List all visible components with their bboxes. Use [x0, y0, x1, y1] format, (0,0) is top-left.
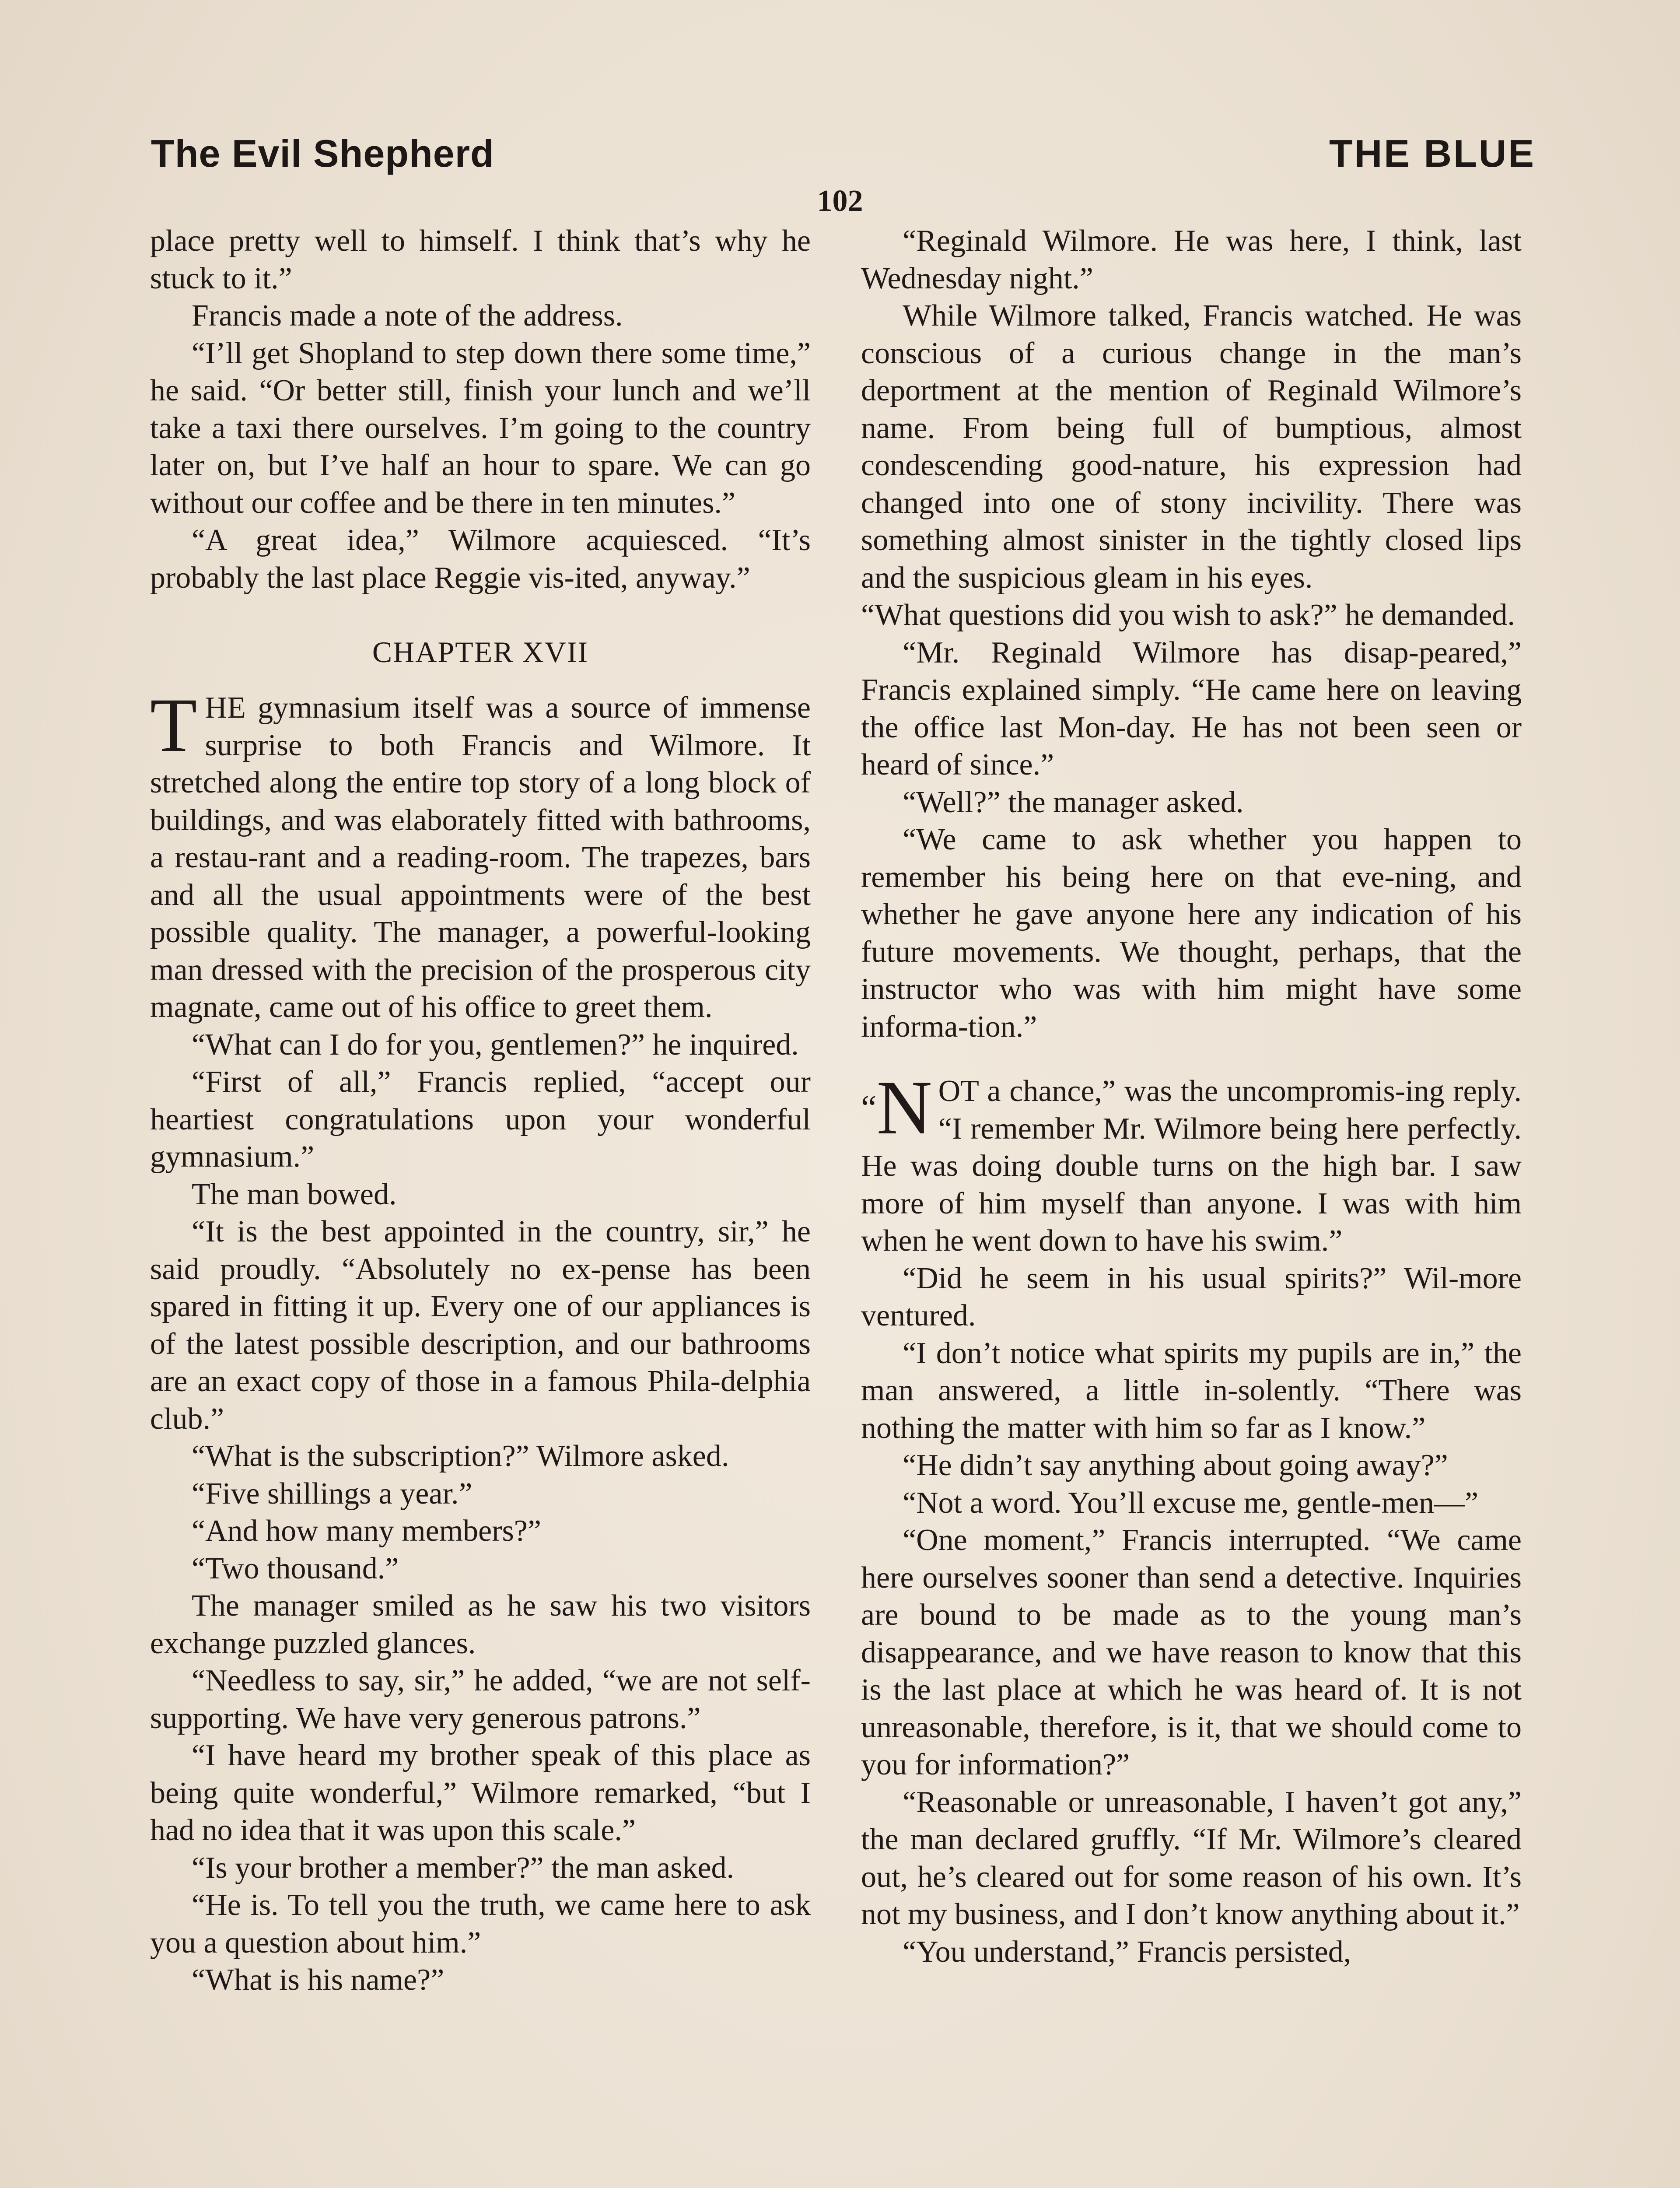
- paragraph: “He is. To tell you the truth, we came here to ask you a question about him.”: [150, 1888, 811, 1960]
- paragraph: “Mr. Reginald Wilmore has disap-peared,” Francis explained simply. “He came here on leaving the office last Mon-day. He has not been seen or heard of since.”: [861, 635, 1522, 782]
- paragraph: The manager smiled as he saw his two visitors exchange puzzled glances.: [150, 1589, 811, 1660]
- running-title-right: THE BLUE: [1329, 132, 1536, 175]
- paragraph-text: HE gymnasium itself was a source of immense surprise to both Francis and Wilmore. It stretched along the entire top story of a long block of buildings, and was elaborately fitted with bathrooms, a restau-rant and a reading-room. The trapezes, bars and all the usual appointments were of the best possible quality. The manager, a powerful-looking man dressed with the precision of the prosperous city magnate, came out of his office to greet them.: [150, 691, 811, 1024]
- chapter-opening-paragraph: [150, 683, 811, 1026]
- paragraph: “It is the best appointed in the country, sir,” he said proudly. “Absolutely no ex-pense has been spared in fitting it up. Every one of our appliances is of the latest possible description, and our bathrooms are an exact copy of those in a famous Phila-delphia club.”: [150, 1215, 811, 1436]
- paragraph: “What questions did you wish to ask?” he demanded.: [861, 598, 1515, 632]
- paragraph: The man bowed.: [192, 1177, 397, 1211]
- paragraph: “I don’t notice what spirits my pupils are in,” the man answered, a little in-solently. “There was nothing the matter with him so far as I know.”: [861, 1336, 1522, 1445]
- paragraph: “You understand,” Francis persisted,: [903, 1935, 1351, 1969]
- page-number: 102: [817, 184, 863, 218]
- paragraph: “Reasonable or unreasonable, I haven’t got any,” the man declared gruffly. “If Mr. Wilmore’s cleared out, he’s cleared out for some reason of his own. It’s not my business, and I don’t know anything about it.”: [861, 1785, 1522, 1931]
- paragraph: “What is his name?”: [192, 1963, 444, 1997]
- paragraph: “And how many members?”: [192, 1514, 541, 1548]
- paragraph-text: OT a chance,” was the uncompromis-ing reply. “I remember Mr. Wilmore being here perfectly. He was doing double turns on the high bar. I saw more of him myself than anyone. I was with him when he went down to have his swim.”: [861, 1074, 1522, 1258]
- drop-cap: T: [150, 683, 197, 768]
- paragraph: “Five shillings a year.”: [192, 1476, 472, 1511]
- drop-cap-quote: “: [861, 1089, 877, 1127]
- paragraph: “Reginald Wilmore. He was here, I think, last Wednesday night.”: [861, 224, 1522, 295]
- paragraph: “We came to ask whether you happen to remember his being here on that eve-ning, and whether he gave anyone here any indication of his future movements. We thought, perhaps, that the instructor who was with him might have some informa-tion.”: [861, 823, 1522, 1044]
- left-column: [150, 222, 811, 1999]
- paragraph: place pretty well to himself. I think that’s why he stuck to it.”: [150, 224, 811, 295]
- paragraph: Francis made a note of the address.: [192, 299, 623, 333]
- paragraph: While Wilmore talked, Francis watched. He was conscious of a curious change in the man’s deportment at the mention of Reginald Wilmore’s name. From being full of bumptious, almost condescending good-nature, his expression had changed into one of stony incivility. There was something almost sinister in the tightly closed lips and the suspicious gleam in his eyes.: [861, 299, 1522, 595]
- chapter-heading: CHAPTER XVII: [372, 635, 589, 669]
- paragraph: “Well?” the manager asked.: [903, 785, 1244, 819]
- paragraph: “Not a word. You’ll excuse me, gentle-men—”: [903, 1486, 1479, 1520]
- drop-cap-letter: N: [876, 1065, 932, 1150]
- section-opening-paragraph: [861, 1065, 1522, 1260]
- paragraph: “What is the subscription?” Wilmore asked.: [192, 1439, 729, 1473]
- running-title-left: The Evil Shepherd: [151, 132, 494, 175]
- paragraph: “What can I do for you, gentlemen?” he inquired.: [192, 1027, 799, 1062]
- paragraph: “First of all,” Francis replied, “accept our heartiest congratulations upon your wonderful gymnasium.”: [150, 1065, 811, 1174]
- paragraph: “I’ll get Shopland to step down there some time,” he said. “Or better still, finish your lunch and we’ll take a taxi there ourselves. I’m going to the country later on, but I’ve half an hour to spare. We can go without our coffee and be there in ten minutes.”: [150, 336, 811, 520]
- paragraph: “He didn’t say anything about going away?”: [903, 1448, 1448, 1482]
- paragraph: “Is your brother a member?” the man asked.: [192, 1851, 735, 1885]
- paragraph: “One moment,” Francis interrupted. “We came here ourselves sooner than send a detective. Inquiries are bound to be made as to the young man’s disappearance, and we have reason to know that this is the last place at which he was heard of. It is not unreasonable, therefore, is it, that we should come to you for information?”: [861, 1523, 1522, 1781]
- right-column: [861, 222, 1522, 1971]
- paragraph: “A great idea,” Wilmore acquiesced. “It’s probably the last place Reggie vis-ited, anyway.”: [150, 523, 811, 595]
- section-break: [861, 1045, 1522, 1073]
- drop-cap: [861, 1065, 932, 1150]
- paragraph: “Two thousand.”: [192, 1551, 399, 1585]
- paragraph: “Needless to say, sir,” he added, “we are not self-supporting. We have very generous patrons.”: [150, 1664, 811, 1735]
- paragraph: “I have heard my brother speak of this place as being quite wonderful,” Wilmore remarked, “but I had no idea that it was upon this scale.”: [150, 1739, 811, 1847]
- paragraph: “Did he seem in his usual spirits?” Wil-more ventured.: [861, 1261, 1522, 1332]
